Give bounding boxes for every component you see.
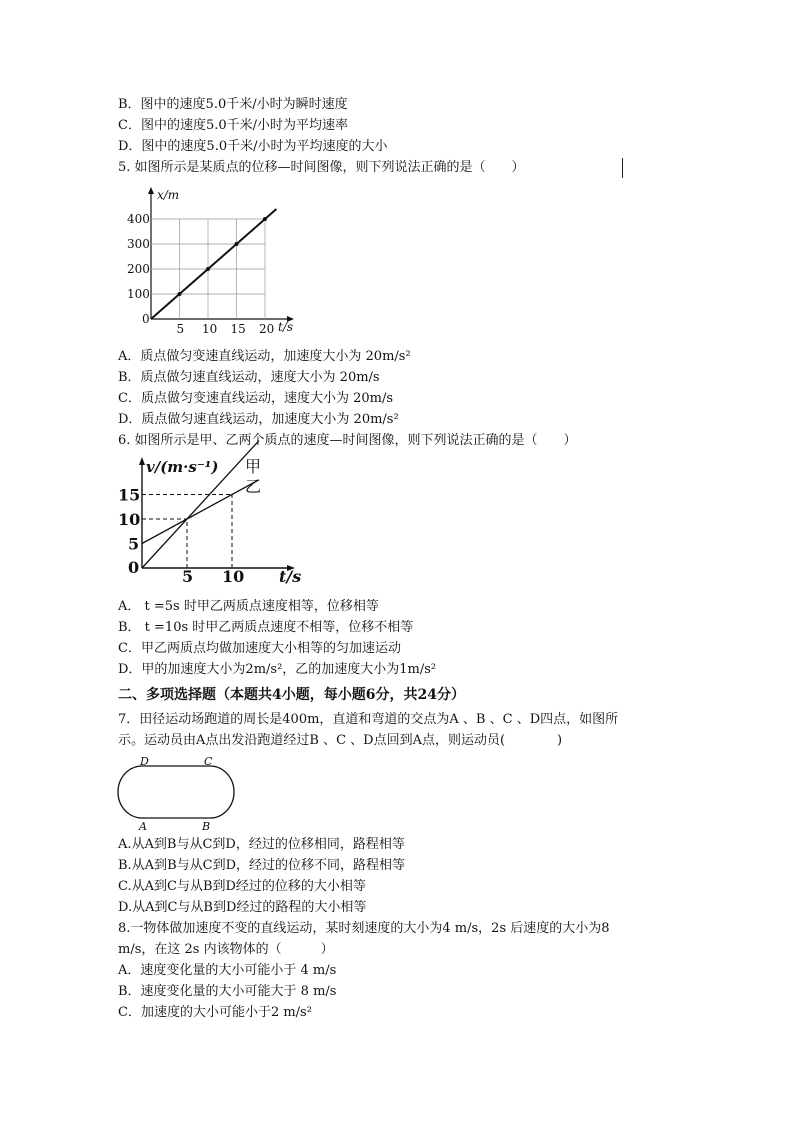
q7-running-track-diagram (118, 754, 238, 834)
q6-velocity-time-chart (118, 454, 314, 588)
q6-option-d: D．甲的加速度大小为2m/s²，乙的加速度大小为1m/s² (118, 662, 437, 677)
q5-displacement-time-chart (118, 183, 308, 335)
q5-origin-label: 0 (142, 312, 150, 326)
q6-origin-label: 0 (128, 558, 140, 577)
q5-x-tick-label: 10 (202, 322, 218, 336)
q8-stem-line1: 8.一物体做加速度不变的直线运动，某时刻速度的大小为4 m/s，2s 后速度的大小为8 (118, 921, 610, 936)
q8-option-c: C．加速度的大小可能小于2 m/s² (118, 1005, 312, 1020)
q5-y-tick-label: 400 (127, 212, 150, 226)
track-label-b: B (202, 820, 211, 833)
q8-option-b: B．速度变化量的大小可能大于 8 m/s (118, 984, 337, 999)
q6-series-yi-line (142, 480, 259, 544)
q6-x-axis-label: t/s (279, 567, 302, 586)
section2-heading: 二、多项选择题（本题共4小题，每小题6分，共24分） (118, 687, 465, 703)
q5-y-arrow (148, 187, 154, 194)
q5-x-tick-label: 20 (259, 322, 275, 336)
q5-y-tick-label: 300 (127, 237, 150, 251)
q6-guides (142, 495, 232, 569)
q6-option-a: A． t =5s 时甲乙两质点速度相等，位移相等 (118, 599, 379, 614)
q5-data-point (206, 267, 210, 271)
q6-y-arrow (139, 457, 145, 465)
q6-series-label-yi: 乙 (245, 477, 262, 496)
q5-y-axis-label: x/m (157, 188, 180, 202)
q7-option-a: A.从A到B与从C到D，经过的位移相同，路程相等 (118, 837, 405, 852)
track-label-d: D (140, 755, 149, 768)
q5-option-a: A．质点做匀变速直线运动，加速度大小为 20m/s² (118, 349, 411, 364)
q4-option-c: C．图中的速度5.0千米/小时为平均速率 (118, 118, 349, 133)
q5-x-tick-label: 5 (176, 322, 185, 336)
q6-y-tick-label: 10 (118, 510, 141, 529)
q5-option-d: D．质点做匀速直线运动，加速度大小为 20m/s² (118, 412, 399, 427)
track-outline (118, 766, 234, 818)
q7-option-c: C.从A到C与从B到D经过的位移的大小相等 (118, 879, 366, 894)
q6-y-axis-label: v/(m·s⁻¹) (146, 458, 219, 476)
q6-option-c: C．甲乙两质点均做加速度大小相等的匀加速运动 (118, 641, 401, 656)
q6-y-tick-label: 15 (118, 485, 141, 505)
q5-series-line (151, 209, 276, 319)
q6-stem: 6. 如图所示是甲、乙两个质点的速度—时间图像，则下列说法正确的是（ ） (118, 433, 577, 448)
q6-y-tick-label: 5 (128, 534, 140, 554)
track-label-a: A (139, 820, 147, 833)
q6-series-label-jia: 甲 (245, 457, 262, 476)
q5-option-c: C．质点做匀变速直线运动，速度大小为 20m/s (118, 391, 393, 406)
q5-option-b: B．质点做匀速直线运动，速度大小为 20m/s (118, 370, 380, 385)
q8-option-a: A．速度变化量的大小可能小于 4 m/s (118, 963, 337, 978)
q7-stem-line2: 示。运动员由A点出发沿跑道经过B 、C 、D点回到A点，则运动员( ) (118, 733, 563, 748)
q5-x-tick-label: 15 (230, 322, 246, 336)
text-cursor (622, 158, 623, 178)
q6-x-tick-label: 10 (222, 567, 245, 586)
q5-data-point (235, 242, 239, 246)
q5-data-point (178, 292, 182, 296)
q6-option-b: B． t =10s 时甲乙两质点速度不相等，位移不相等 (118, 620, 414, 635)
q4-option-d: D．图中的速度5.0千米/小时为平均速度的大小 (118, 139, 388, 154)
q5-y-tick-label: 100 (127, 287, 150, 301)
q7-option-d: D.从A到C与从B到D经过的路程的大小相等 (118, 900, 367, 915)
q7-stem-line1: 7．田径运动场跑道的周长是400m，直道和弯道的交点为A 、B 、C 、D四点，如图所 (118, 712, 619, 727)
track-label-c: C (204, 755, 213, 768)
q8-stem-line2: m/s，在这 2s 内该物体的（ ） (118, 942, 334, 957)
q7-option-b: B.从A到B与从C到D，经过的位移不同，路程相等 (118, 858, 405, 873)
q5-x-axis-label: t/s (278, 320, 294, 334)
q5-y-tick-label: 200 (127, 262, 150, 276)
q6-x-tick-label: 5 (182, 567, 194, 586)
q4-option-b: B．图中的速度5.0千米/小时为瞬时速度 (118, 97, 348, 112)
q5-data-point (263, 217, 267, 221)
q5-stem: 5. 如图所示是某质点的位移—时间图像，则下列说法正确的是（ ） (118, 160, 525, 175)
